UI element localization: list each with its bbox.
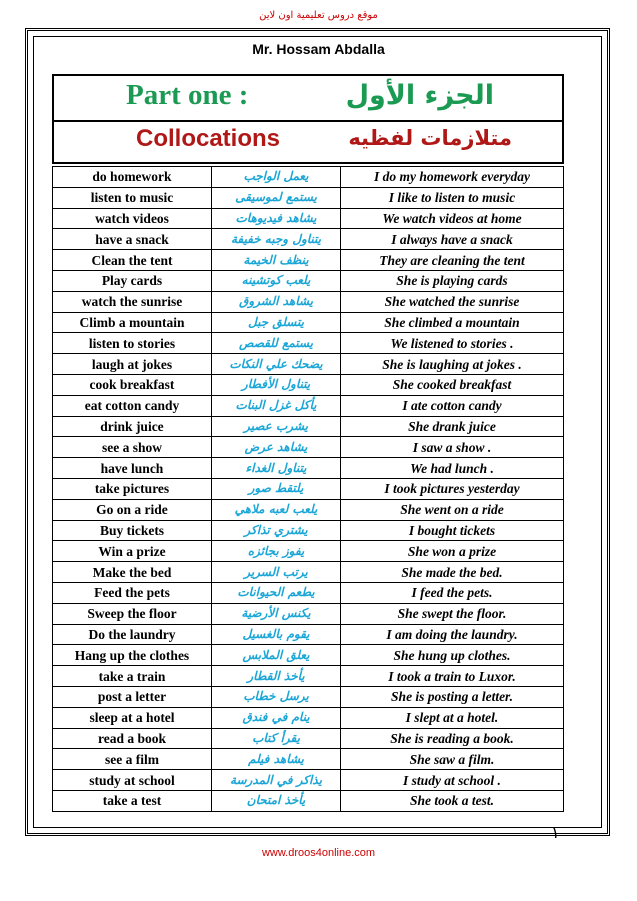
collocation-ar: يأكل غزل البنات <box>212 395 341 416</box>
collocation-en: take a train <box>53 666 212 687</box>
collocation-ar: يطعم الحيوانات <box>212 582 341 603</box>
collocation-ar: يرسل خطاب <box>212 686 341 707</box>
collocation-en: Climb a mountain <box>53 312 212 333</box>
table-row <box>53 354 564 375</box>
collocation-ar: ينظف الخيمة <box>212 250 341 271</box>
collocations-heading-en: Collocations <box>136 125 281 152</box>
collocation-ar: يلعب كوتشينه <box>212 270 341 291</box>
collocations-table <box>52 166 564 812</box>
table-row <box>53 582 564 603</box>
collocation-en: watch videos <box>53 208 212 229</box>
collocation-en: Sweep the floor <box>53 603 212 624</box>
example-sentence: I am doing the laundry. <box>341 624 564 645</box>
collocation-ar: يعمل الواجب <box>212 167 341 188</box>
example-sentence: I like to listen to music <box>341 187 564 208</box>
title-box <box>52 74 564 164</box>
collocation-en: cook breakfast <box>53 374 212 395</box>
collocation-en: laugh at jokes <box>53 354 212 375</box>
part-title-en: Part one : <box>126 79 249 111</box>
collocation-en: have a snack <box>53 229 212 250</box>
table-row <box>53 312 564 333</box>
table-row <box>53 478 564 499</box>
table-row <box>53 645 564 666</box>
example-sentence: I slept at a hotel. <box>341 707 564 728</box>
example-sentence: She swept the floor. <box>341 603 564 624</box>
collocation-ar: يشاهد عرض <box>212 437 341 458</box>
table-row <box>53 520 564 541</box>
collocation-ar: يذاكر في المدرسة <box>212 770 341 791</box>
collocation-ar: يأخذ امتحان <box>212 790 341 811</box>
table-row <box>53 250 564 271</box>
collocation-ar: يعلق الملابس <box>212 645 341 666</box>
collocation-en: take pictures <box>53 478 212 499</box>
collocation-en: Go on a ride <box>53 499 212 520</box>
collocation-ar: يلتقط صور <box>212 478 341 499</box>
table-row <box>53 499 564 520</box>
table-row <box>53 395 564 416</box>
table-row <box>53 229 564 250</box>
collocation-ar: يقوم بالغسيل <box>212 624 341 645</box>
example-sentence: She saw a film. <box>341 749 564 770</box>
example-sentence: I bought tickets <box>341 520 564 541</box>
collocation-ar: يتسلق جبل <box>212 312 341 333</box>
collocation-ar: يتناول الأفطار <box>212 374 341 395</box>
collocation-en: Win a prize <box>53 541 212 562</box>
example-sentence: I took pictures yesterday <box>341 478 564 499</box>
example-sentence: She cooked breakfast <box>341 374 564 395</box>
table-row <box>53 790 564 811</box>
example-sentence: She went on a ride <box>341 499 564 520</box>
collocation-en: Play cards <box>53 270 212 291</box>
example-sentence: I took a train to Luxor. <box>341 666 564 687</box>
title-divider <box>54 120 562 122</box>
collocation-ar: يأخذ القطار <box>212 666 341 687</box>
example-sentence: We watch videos at home <box>341 208 564 229</box>
collocation-ar: يشرب عصير <box>212 416 341 437</box>
table-row <box>53 541 564 562</box>
collocation-en: see a show <box>53 437 212 458</box>
collocations-table-body <box>53 167 564 812</box>
collocation-en: Make the bed <box>53 562 212 583</box>
example-sentence: She climbed a mountain <box>341 312 564 333</box>
collocation-ar: يشاهد فيديوهات <box>212 208 341 229</box>
collocation-en: see a film <box>53 749 212 770</box>
collocation-en: eat cotton candy <box>53 395 212 416</box>
collocation-en: Hang up the clothes <box>53 645 212 666</box>
collocation-en: watch the sunrise <box>53 291 212 312</box>
table-row <box>53 666 564 687</box>
table-row <box>53 728 564 749</box>
collocation-ar: يشتري تذاكر <box>212 520 341 541</box>
table-row <box>53 167 564 188</box>
table-row <box>53 187 564 208</box>
table-row <box>53 458 564 479</box>
example-sentence: I always have a snack <box>341 229 564 250</box>
page-number: ١ <box>551 823 560 842</box>
collocation-ar: يستمع لموسيقى <box>212 187 341 208</box>
collocation-en: Buy tickets <box>53 520 212 541</box>
collocation-ar: يتناول الغداء <box>212 458 341 479</box>
collocation-ar: ينام في فندق <box>212 707 341 728</box>
example-sentence: She won a prize <box>341 541 564 562</box>
example-sentence: She is reading a book. <box>341 728 564 749</box>
example-sentence: I ate cotton candy <box>341 395 564 416</box>
table-row <box>53 374 564 395</box>
table-row <box>53 562 564 583</box>
table-row <box>53 270 564 291</box>
collocation-ar: يستمع للقصص <box>212 333 341 354</box>
example-sentence: We listened to stories . <box>341 333 564 354</box>
collocations-heading-ar: متلازمات لفظيه <box>348 126 512 150</box>
example-sentence: She drank juice <box>341 416 564 437</box>
example-sentence: She hung up clothes. <box>341 645 564 666</box>
example-sentence: She made the bed. <box>341 562 564 583</box>
collocation-en: post a letter <box>53 686 212 707</box>
example-sentence: I feed the pets. <box>341 582 564 603</box>
collocation-en: Clean the tent <box>53 250 212 271</box>
top-site-watermark: موقع دروس تعليمية اون لاين <box>259 10 378 21</box>
collocation-en: do homework <box>53 167 212 188</box>
example-sentence: I study at school . <box>341 770 564 791</box>
table-row <box>53 416 564 437</box>
collocation-en: take a test <box>53 790 212 811</box>
example-sentence: She is laughing at jokes . <box>341 354 564 375</box>
collocation-en: study at school <box>53 770 212 791</box>
table-row <box>53 333 564 354</box>
collocation-ar: يشاهد فيلم <box>212 749 341 770</box>
collocation-ar: يقرأ كتاب <box>212 728 341 749</box>
example-sentence: She is posting a letter. <box>341 686 564 707</box>
table-row <box>53 770 564 791</box>
collocation-en: Feed the pets <box>53 582 212 603</box>
collocation-en: have lunch <box>53 458 212 479</box>
collocation-en: drink juice <box>53 416 212 437</box>
table-row <box>53 707 564 728</box>
bottom-site-url: www.droos4online.com <box>261 847 376 859</box>
collocation-ar: يكنس الأرضية <box>212 603 341 624</box>
collocation-en: listen to music <box>53 187 212 208</box>
table-row <box>53 437 564 458</box>
example-sentence: She took a test. <box>341 790 564 811</box>
part-title-ar: الجزء الأول <box>345 80 494 111</box>
example-sentence: I saw a show . <box>341 437 564 458</box>
collocation-ar: يضحك علي النكات <box>212 354 341 375</box>
example-sentence: I do my homework everyday <box>341 167 564 188</box>
collocation-ar: يتناول وجبه خفيفة <box>212 229 341 250</box>
table-row <box>53 603 564 624</box>
table-row <box>53 686 564 707</box>
collocation-ar: يلعب لعبه ملاهي <box>212 499 341 520</box>
collocation-ar: يرتب السرير <box>212 562 341 583</box>
collocation-en: Do the laundry <box>53 624 212 645</box>
table-row <box>53 208 564 229</box>
collocation-ar: يشاهد الشروق <box>212 291 341 312</box>
collocation-en: listen to stories <box>53 333 212 354</box>
author-name: Mr. Hossam Abdalla <box>252 41 385 57</box>
example-sentence: She watched the sunrise <box>341 291 564 312</box>
table-row <box>53 749 564 770</box>
table-row <box>53 624 564 645</box>
collocation-en: read a book <box>53 728 212 749</box>
example-sentence: She is playing cards <box>341 270 564 291</box>
example-sentence: They are cleaning the tent <box>341 250 564 271</box>
table-row <box>53 291 564 312</box>
example-sentence: We had lunch . <box>341 458 564 479</box>
collocation-ar: يفوز بجائزه <box>212 541 341 562</box>
collocation-en: sleep at a hotel <box>53 707 212 728</box>
